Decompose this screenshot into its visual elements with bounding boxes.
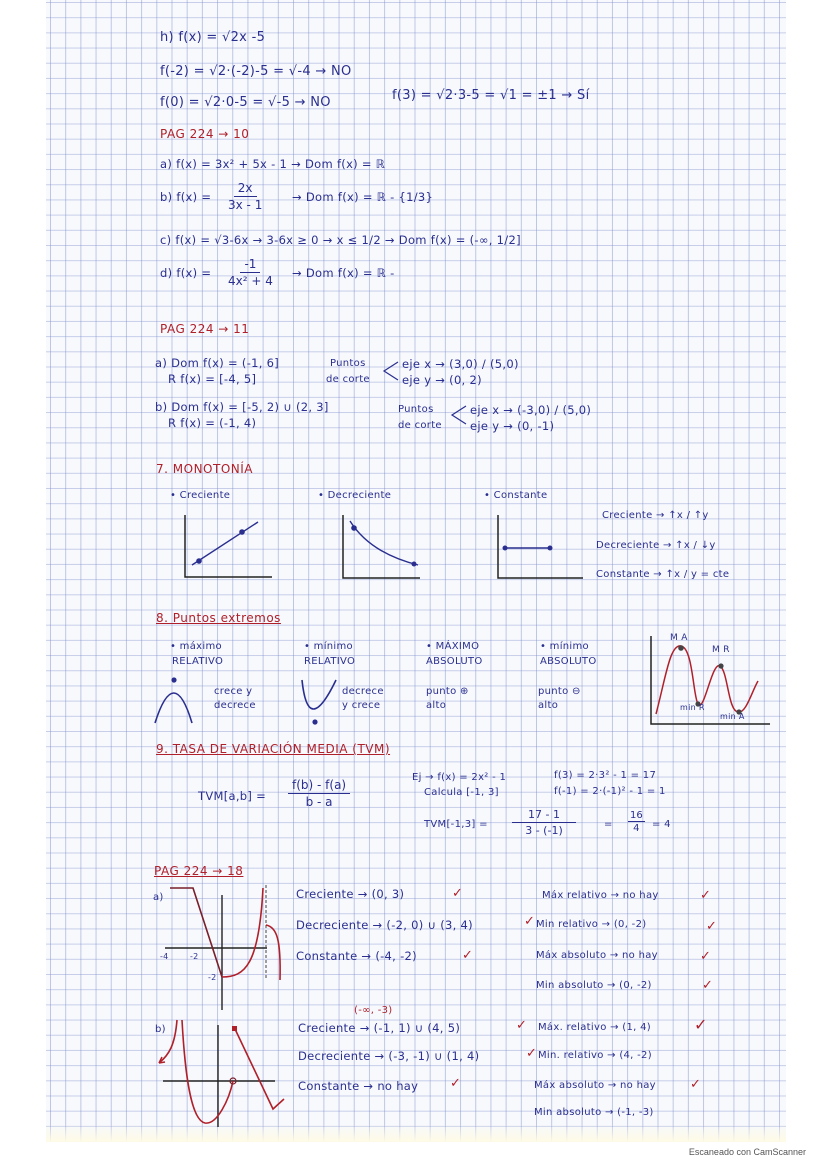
fraction-numerator: -1 — [240, 257, 260, 273]
graph-a-max-relativo: Máx relativo → no hay — [542, 890, 659, 901]
graph-b-creciente: Creciente → (-1, 1) ∪ (4, 5) — [298, 1021, 461, 1035]
monotonia-constante-label: • Constante — [484, 490, 548, 501]
pag10-c: c) f(x) = √3-6x → 3-6x ≥ 0 → x ≤ 1/2 → Dom f(x) = (-∞, 1/2] — [160, 233, 521, 247]
pag11-b-rec: R f(x) = (-1, 4) — [168, 416, 257, 430]
constante-graph-icon — [495, 515, 595, 580]
check-mark-icon: ✓ — [462, 948, 473, 963]
extremo-min-abs-d1: punto ⊖ — [538, 686, 581, 697]
check-mark-icon: ✓ — [694, 1015, 708, 1034]
extremo-max-rel-l2: RELATIVO — [172, 656, 224, 667]
extremo-max-abs-l1: • MÁXIMO — [426, 641, 480, 652]
graph-a-min-relativo: Min relativo → (0, -2) — [536, 919, 647, 930]
tvm-f3: f(3) = 2·3² - 1 = 17 — [554, 770, 657, 781]
heading-pag224-10: PAG 224 → 10 — [160, 127, 250, 141]
tvm-ej-interval: Calcula [-1, 3] — [424, 787, 499, 798]
extremo-min-rel-l2: RELATIVO — [304, 656, 356, 667]
fraction-numerator: f(b) - f(a) — [288, 778, 350, 794]
monotonia-creciente-label: • Creciente — [170, 490, 231, 501]
graph-a-label: a) — [153, 892, 164, 903]
graph-a-tick-minus2: -2 — [190, 952, 199, 961]
check-mark-icon: ✓ — [700, 949, 711, 964]
exercise-h-title: h) f(x) = √2x -5 — [160, 30, 266, 45]
extremo-max-abs-d2: alto — [426, 700, 447, 711]
label-min-absoluto: min A — [720, 712, 745, 721]
fraction-denominator: 4 — [633, 823, 640, 834]
pag11-b-dom: b) Dom f(x) = [-5, 2) ∪ (2, 3] — [155, 400, 329, 414]
fraction-denominator: b - a — [305, 795, 333, 809]
check-mark-icon: ✓ — [690, 1077, 701, 1092]
heading-tvm: 9. TASA DE VARIACIÓN MEDIA (TVM) — [156, 742, 391, 756]
pag11-a-dom: a) Dom f(x) = (-1, 6] — [155, 356, 280, 370]
graph-b-max-relativo: Máx. relativo → (1, 4) — [538, 1022, 651, 1033]
exercise-h-line: f(0) = √2·0-5 = √-5 → NO — [160, 95, 331, 110]
fraction-numerator: 16 — [630, 810, 643, 821]
tvm-formula-label: TVM[a,b] = — [198, 789, 267, 803]
graph-b-correction: (-∞, -3) — [354, 1005, 393, 1016]
monotonia-decreciente-label: • Decreciente — [318, 490, 392, 501]
creciente-graph-icon — [180, 515, 280, 580]
extremo-max-rel-l1: • máximo — [170, 641, 222, 652]
check-mark-icon: ✓ — [524, 914, 535, 929]
graph-b-max-absoluto: Máx absoluto → no hay — [534, 1080, 656, 1091]
exercise-h-line: f(-2) = √2·(-2)-5 = √-4 → NO — [160, 64, 352, 79]
tvm-result-final: = 4 — [652, 819, 671, 830]
branch-arrow-icon — [380, 360, 400, 382]
extremo-min-rel-d1: decrece — [342, 686, 384, 697]
check-mark-icon: ✓ — [706, 919, 717, 934]
fraction-denominator: 3 - (-1) — [525, 824, 563, 837]
rule-decreciente: Decreciente → ↑x / ↓y — [596, 540, 716, 551]
fraction-denominator: 3x - 1 — [228, 198, 263, 212]
extremo-max-rel-d1: crece y — [214, 686, 253, 697]
pag10-d-result: → Dom f(x) = ℝ - — [292, 266, 395, 280]
tvm-result-fraction — [512, 808, 576, 837]
graph-b-min-relativo: Min. relativo → (4, -2) — [538, 1050, 652, 1061]
min-relativo-graph-icon — [298, 678, 348, 728]
graph-a-tick-y-minus2: -2 — [208, 973, 217, 982]
fraction-numerator: 2x — [234, 181, 257, 197]
pag10-b-result: → Dom f(x) = ℝ - {1/3} — [292, 190, 434, 204]
pag11-a-de-corte: de corte — [326, 374, 370, 385]
extremo-max-abs-l2: ABSOLUTO — [426, 656, 483, 667]
decreciente-graph-icon — [340, 515, 440, 580]
fraction-denominator: 4x² + 4 — [228, 274, 273, 288]
exercise-h-line: f(3) = √2·3-5 = √1 = ±1 → Sí — [392, 88, 590, 103]
graph-a-min-absoluto: Min absoluto → (0, -2) — [536, 980, 652, 991]
label-max-relativo: M R — [712, 645, 730, 655]
rule-creciente: Creciente → ↑x / ↑y — [602, 510, 709, 521]
branch-arrow-icon — [448, 404, 468, 426]
pag11-b-de-corte: de corte — [398, 420, 442, 431]
heading-pag224-11: PAG 224 → 11 — [160, 322, 250, 336]
extremo-min-abs-l2: ABSOLUTO — [540, 656, 597, 667]
tvm-formula-fraction — [288, 778, 350, 809]
extremo-min-abs-d2: alto — [538, 700, 559, 711]
pag11-b-puntos: Puntos — [398, 404, 434, 415]
pag11-a-eje-y: eje y → (0, 2) — [402, 373, 482, 387]
pag11-a-rec: R f(x) = [-4, 5] — [168, 372, 257, 386]
pag11-b-eje-y: eje y → (0, -1) — [470, 419, 555, 433]
rule-constante: Constante → ↑x / y = cte — [596, 569, 730, 580]
label-min-relativo: min R — [680, 703, 705, 712]
extremo-max-rel-d2: decrece — [214, 700, 256, 711]
graph-a-decreciente: Decreciente → (-2, 0) ∪ (3, 4) — [296, 918, 473, 932]
graph-b-label: b) — [155, 1024, 166, 1035]
tvm-result-equals: = — [604, 819, 613, 830]
graph-a-max-absoluto: Máx absoluto → no hay — [536, 950, 658, 961]
label-max-absoluto: M A — [670, 633, 688, 643]
tvm-simplified-fraction — [628, 810, 645, 834]
pag10-a: a) f(x) = 3x² + 5x - 1 → Dom f(x) = ℝ — [160, 157, 386, 171]
graph-b-min-absoluto: Min absoluto → (-1, -3) — [534, 1107, 654, 1118]
graph-a-constante: Constante → (-4, -2) — [296, 949, 417, 963]
check-mark-icon: ✓ — [526, 1046, 537, 1061]
check-mark-icon: ✓ — [450, 1076, 461, 1091]
heading-monotonia: 7. MONOTONÍA — [156, 462, 253, 476]
graph-b — [155, 1015, 300, 1130]
tvm-result-label: TVM[-1,3] = — [424, 819, 488, 830]
camscanner-watermark: Escaneado con CamScanner — [688, 1147, 806, 1157]
extremo-max-abs-d1: punto ⊕ — [426, 686, 469, 697]
check-mark-icon: ✓ — [700, 888, 711, 903]
heading-puntos-extremos: 8. Puntos extremos — [156, 611, 281, 625]
extremo-min-rel-l1: • mínimo — [304, 641, 353, 652]
pag10-b-fraction — [228, 181, 262, 212]
check-mark-icon: ✓ — [452, 886, 463, 901]
tvm-fm1: f(-1) = 2·(-1)² - 1 = 1 — [554, 786, 666, 797]
graph-a-creciente: Creciente → (0, 3) — [296, 887, 405, 901]
max-relativo-graph-icon — [152, 675, 212, 725]
pag10-d-label: d) f(x) = — [160, 266, 212, 280]
pag11-a-eje-x: eje x → (3,0) / (5,0) — [402, 357, 519, 371]
graph-b-decreciente: Decreciente → (-3, -1) ∪ (1, 4) — [298, 1049, 480, 1063]
extremo-min-abs-l1: • mínimo — [540, 641, 589, 652]
graph-b-constante: Constante → no hay — [298, 1079, 419, 1093]
extremo-min-rel-d2: y crece — [342, 700, 381, 711]
graph-a-tick-minus4: -4 — [160, 952, 169, 961]
check-mark-icon: ✓ — [702, 978, 713, 993]
tvm-ej-function: Ej → f(x) = 2x² - 1 — [412, 772, 507, 783]
check-mark-icon: ✓ — [516, 1018, 527, 1033]
pag10-b-label: b) f(x) = — [160, 190, 212, 204]
pag11-b-eje-x: eje x → (-3,0) / (5,0) — [470, 403, 592, 417]
pag10-d-fraction — [228, 257, 273, 288]
heading-pag224-18: PAG 224 → 18 — [154, 864, 244, 878]
fraction-numerator: 17 - 1 — [512, 808, 576, 823]
pag11-a-puntos: Puntos — [330, 358, 366, 369]
graph-a — [155, 885, 295, 1010]
